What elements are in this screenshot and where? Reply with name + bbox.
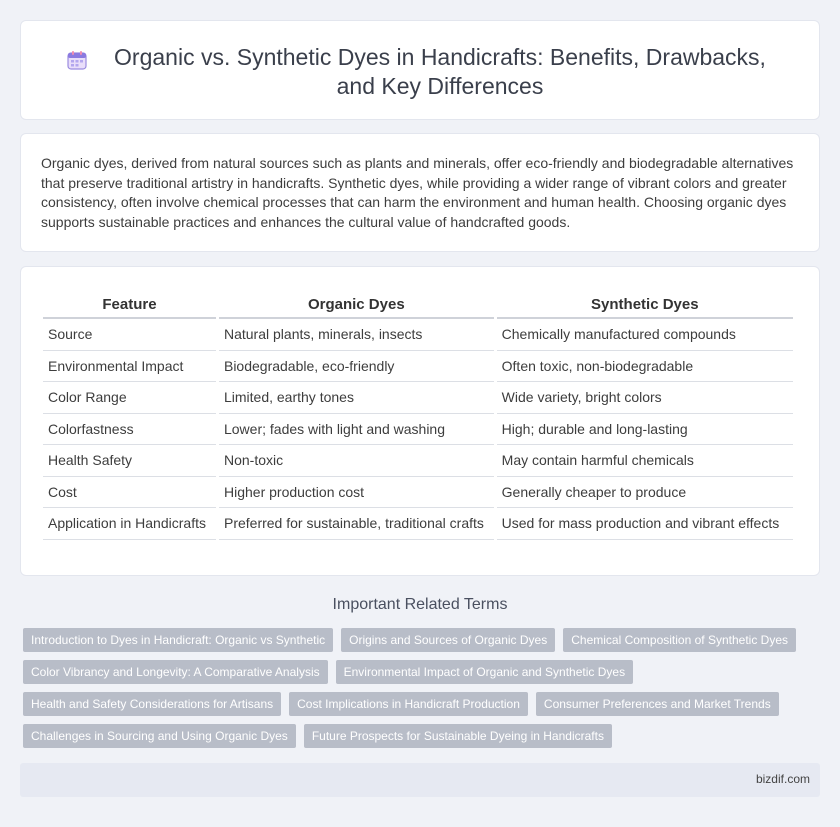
related-term-tag[interactable]: Environmental Impact of Organic and Synthetic Dyes: [336, 660, 633, 684]
cell-synthetic: Often toxic, non-biodegradable: [497, 351, 793, 383]
cell-organic: Non-toxic: [219, 445, 494, 477]
header-card: [20, 20, 820, 120]
table-row: [43, 319, 793, 351]
cell-synthetic: Used for mass production and vibrant effects: [497, 508, 793, 540]
cell-organic: Natural plants, minerals, insects: [219, 319, 494, 351]
comparison-table: [40, 291, 796, 540]
table-row: [43, 477, 793, 509]
cell-synthetic: May contain harmful chemicals: [497, 445, 793, 477]
cell-organic: Higher production cost: [219, 477, 494, 509]
cell-feature: Cost: [43, 477, 216, 509]
related-term-tag[interactable]: Cost Implications in Handicraft Production: [289, 692, 528, 716]
header-organic: Organic Dyes: [219, 291, 494, 319]
cell-synthetic: Wide variety, bright colors: [497, 382, 793, 414]
related-term-tag[interactable]: Consumer Preferences and Market Trends: [536, 692, 779, 716]
cell-feature: Health Safety: [43, 445, 216, 477]
footer: [20, 763, 820, 797]
related-terms-list: [23, 628, 803, 748]
related-term-tag[interactable]: Health and Safety Considerations for Artisans: [23, 692, 281, 716]
table-row: [43, 351, 793, 383]
cell-feature: Environmental Impact: [43, 351, 216, 383]
table-row: [43, 382, 793, 414]
cell-organic: Limited, earthy tones: [219, 382, 494, 414]
page-title: Organic vs. Synthetic Dyes in Handicrafts: Benefits, Drawbacks, and Key Differences: [114, 44, 766, 99]
related-term-tag[interactable]: Introduction to Dyes in Handicraft: Organic vs Synthetic: [23, 628, 333, 652]
cell-synthetic: Generally cheaper to produce: [497, 477, 793, 509]
header-synthetic: Synthetic Dyes: [497, 291, 793, 319]
cell-organic: Lower; fades with light and washing: [219, 414, 494, 446]
table-row: [43, 445, 793, 477]
related-term-tag[interactable]: Origins and Sources of Organic Dyes: [341, 628, 555, 652]
related-term-tag[interactable]: Chemical Composition of Synthetic Dyes: [563, 628, 796, 652]
related-term-tag[interactable]: Future Prospects for Sustainable Dyeing in Handicrafts: [304, 724, 612, 748]
intro-card: [20, 133, 820, 252]
cell-organic: Biodegradable, eco-friendly: [219, 351, 494, 383]
intro-text: Organic dyes, derived from natural sources such as plants and minerals, offer eco-friendly and biodegradable alternatives that preserve traditional artistry in handicrafts. Synthetic dyes, while providing a wider range of vibrant colors and greater consistency, often involve chemical processes that can harm the environment and human health. Choosing organic dyes supports sustainable practices and enhances the cultural value of handcrafted goods.: [41, 155, 794, 230]
table-header-row: [43, 291, 793, 319]
cell-feature: Application in Handicrafts: [43, 508, 216, 540]
related-term-tag[interactable]: Challenges in Sourcing and Using Organic Dyes: [23, 724, 296, 748]
cell-feature: Source: [43, 319, 216, 351]
footer-brand-link[interactable]: bizdif.com: [755, 772, 810, 786]
cell-synthetic: Chemically manufactured compounds: [497, 319, 793, 351]
table-row: [43, 508, 793, 540]
cell-synthetic: High; durable and long-lasting: [497, 414, 793, 446]
comparison-table-card: [20, 266, 820, 576]
cell-organic: Preferred for sustainable, traditional crafts: [219, 508, 494, 540]
related-term-tag[interactable]: Color Vibrancy and Longevity: A Comparative Analysis: [23, 660, 328, 684]
header-feature: Feature: [43, 291, 216, 319]
table-row: [43, 414, 793, 446]
cell-feature: Colorfastness: [43, 414, 216, 446]
cell-feature: Color Range: [43, 382, 216, 414]
related-terms-title: Important Related Terms: [332, 596, 508, 613]
